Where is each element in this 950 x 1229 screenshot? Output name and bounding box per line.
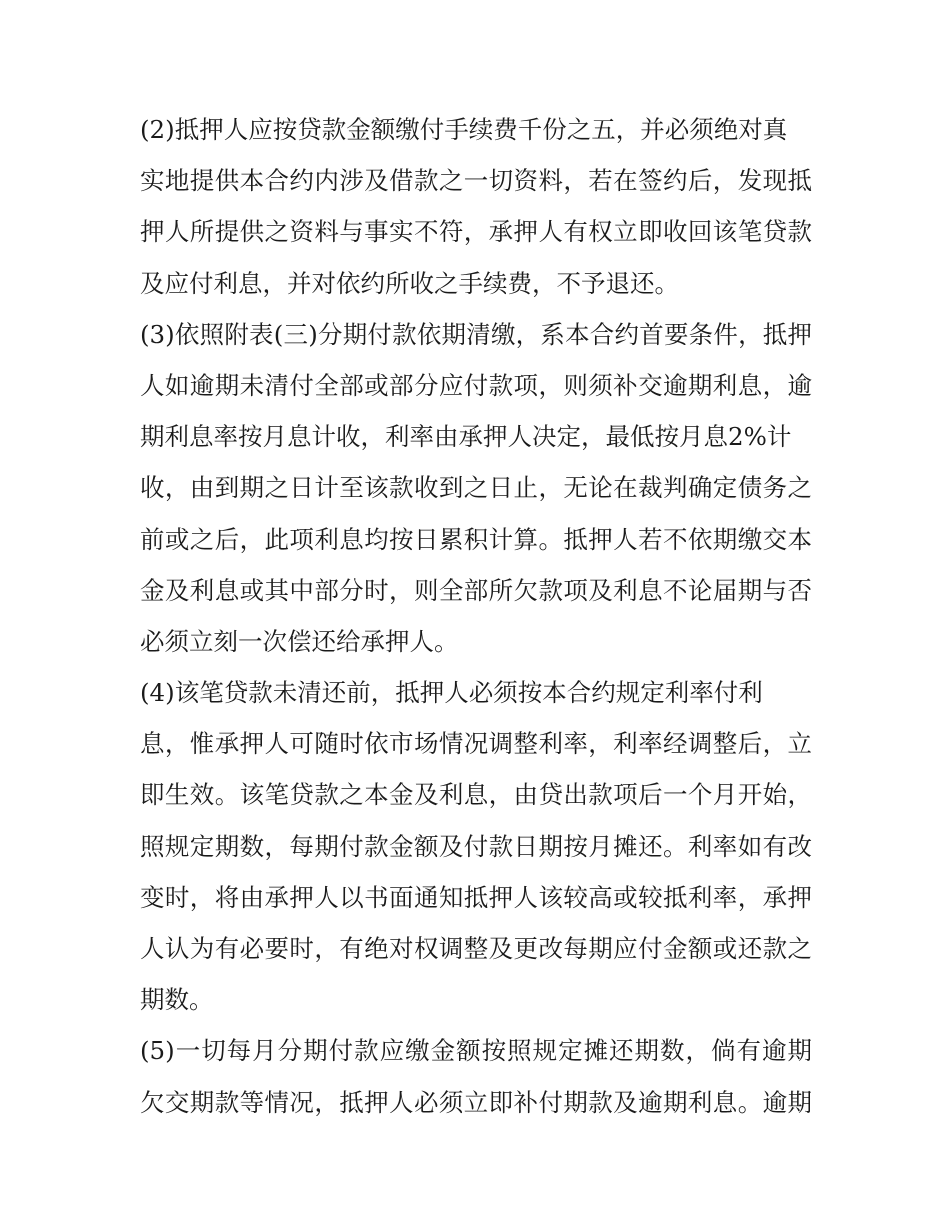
document-body	[140, 104, 812, 1128]
text-line: 期利息率按月息计收，利率由承押人决定，最低按月息2%计	[140, 422, 792, 452]
text-line: 前或之后，此项利息均按日累积计算。抵押人若不依期缴交本	[140, 524, 812, 554]
text-line: 人认为有必要时，有绝对权调整及更改每期应付金额或还款之	[140, 934, 812, 963]
text-line: 收，由到期之日计至该款收到之日止，无论在裁判确定债务之	[140, 473, 812, 503]
text-line: 人如逾期未清付全部或部分应付款项，则须补交逾期利息，逾	[140, 370, 812, 400]
text-line: (3)依照附表(三)分期付款依期清缴，系本合约首要条件，抵押	[140, 319, 812, 349]
text-line: 及应付利息，并对依约所收之手续费，不予退还。	[140, 268, 679, 298]
text-line: (5)一切每月分期付款应缴金额按照规定摊还期数，倘有逾期	[140, 1036, 812, 1066]
text-line: (4)该笔贷款未清还前，抵押人必须按本合约规定利率付利	[140, 678, 763, 708]
text-line: 期数。	[140, 985, 214, 1015]
text-line: 实地提供本合约内涉及借款之一切资料，若在签约后，发现抵	[140, 166, 812, 196]
text-line: (2)抵押人应按贷款金额缴付手续费千份之五，并必须绝对真	[140, 115, 788, 144]
text-line: 息，惟承押人可随时依市场情况调整利率，利率经调整后，立	[140, 729, 812, 759]
text-line: 即生效。该笔贷款之本金及利息，由贷出款项后一个月开始，	[140, 780, 812, 810]
text-line: 照规定期数，每期付款金额及付款日期按月摊还。利率如有改	[140, 831, 812, 861]
text-line: 欠交期款等情况，抵押人必须立即补付期款及逾期利息。逾期	[140, 1087, 812, 1117]
text-line: 金及利息或其中部分时，则全部所欠款项及利息不论届期与否	[140, 575, 812, 605]
text-line: 押人所提供之资料与事实不符，承押人有权立即收回该笔贷款	[140, 217, 812, 247]
text-line: 变时，将由承押人以书面通知抵押人该较高或较抵利率，承押	[140, 882, 812, 912]
text-line: 必须立刻一次偿还给承押人。	[140, 626, 459, 656]
